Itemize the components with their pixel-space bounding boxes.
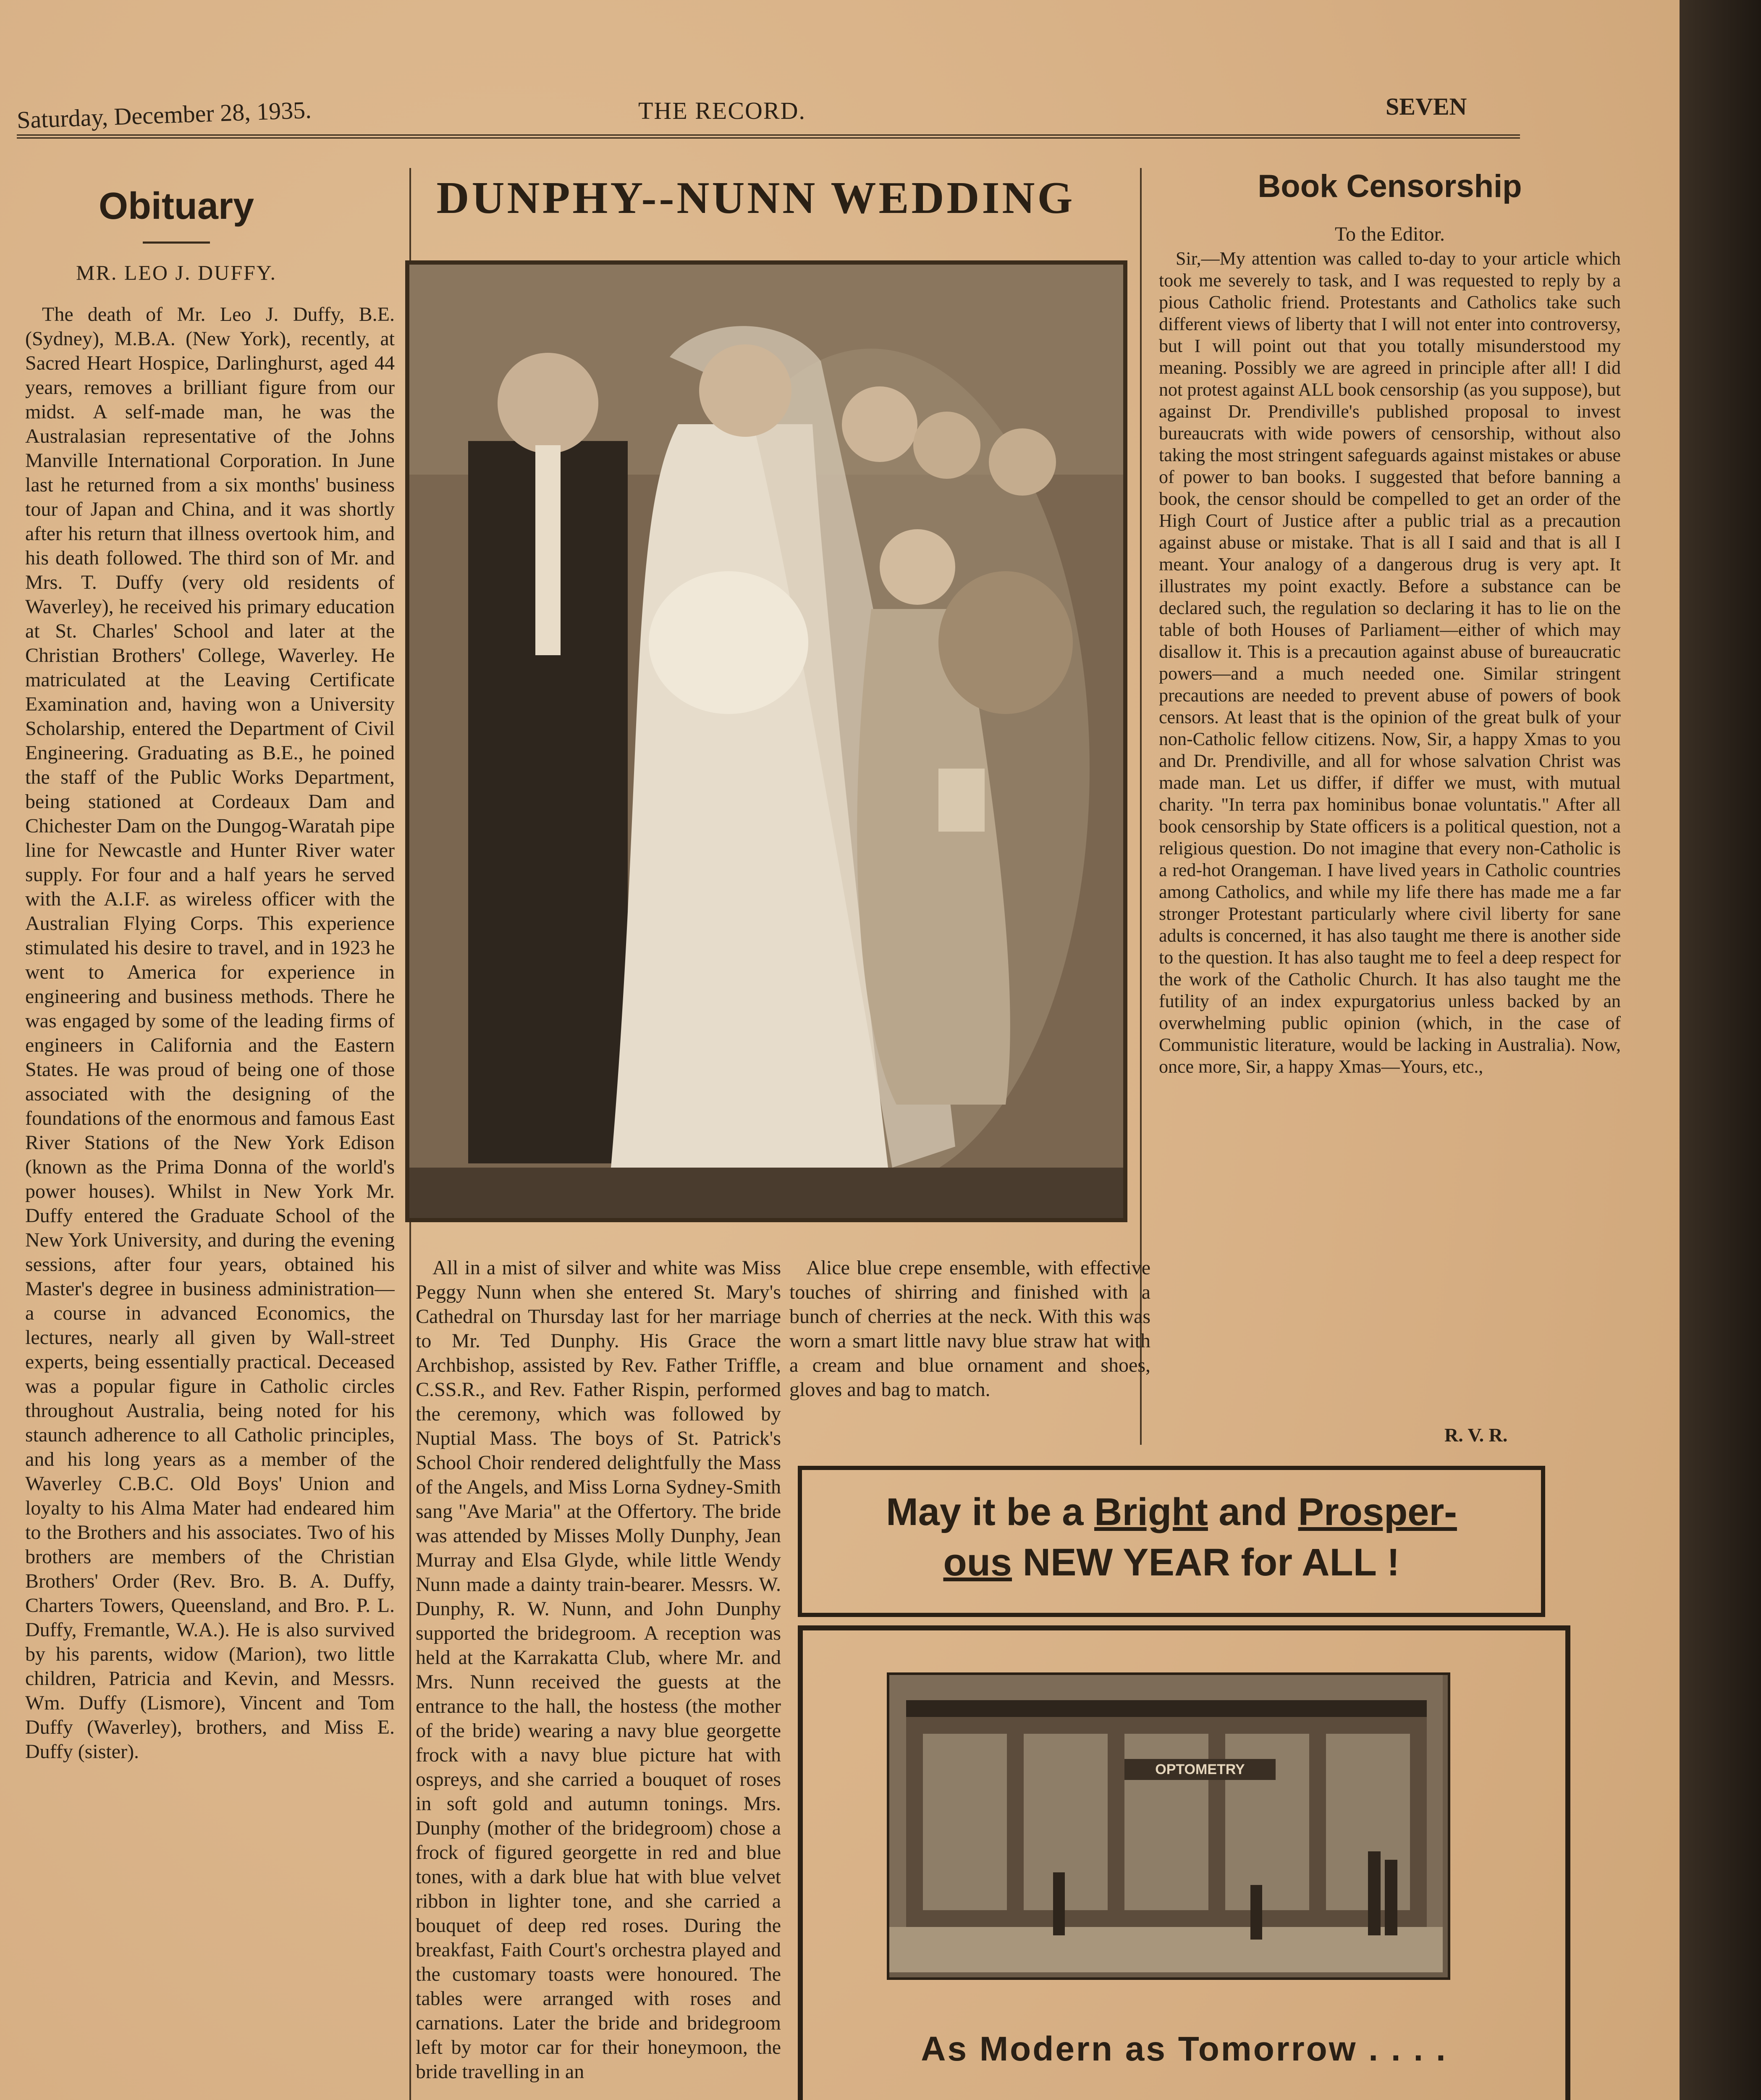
heading-rule bbox=[143, 242, 210, 244]
new-year-ad bbox=[798, 1466, 1545, 1617]
obituary-heading: Obituary bbox=[98, 185, 254, 227]
page-header bbox=[16, 88, 1512, 134]
wedding-heading: DUNPHY--NUNN WEDDING bbox=[436, 173, 1075, 223]
shopfront-illustration bbox=[887, 1672, 1450, 1980]
wedding-paragraph: All in a mist of silver and white was Miss Peggy Nunn when she entered St. Mary's Cathedral on Thursday last for her marriage to Mr. Ted Dunphy. His Grace the Archbishop, assisted by Rev. Father Triffle, C.SS.R., and Rev. Father Rispin, performed the ceremony, which was followed by Nuptial Mass. The boys of St. Patrick's School Choir rendered delightfully the Mass of the Angels, and Miss Lorna Sydney-Smith sang "Ave Maria" at the Offertory. The bride was attended by Misses Molly Dunphy, Jean Murray and Elsa Glyde, while little Wendy Nunn made a dainty train-bearer. Messrs. W. Dunphy, R. W. Nunn, and John Dunphy supported the bridegroom. A reception was held at the Karrakatta Club, where Mr. and Mrs. Nunn received the guests at the entrance to the hall, the hostess (the mother of the bride) wearing a navy blue georgette frock with a navy blue picture hat with ospreys, and she carried a bouquet of roses in soft gold and autumn tonings. Mrs. Dunphy (mother of the bridegroom) chose a frock of figured georgette in red and blue tones, with a dark blue hat with blue velvet ribbon in lighter tone, and she carried a bouquet of deep red roses. During the breakfast, Faith Court's orchestra played and the customary toasts were honoured. The tables were arranged with roses and carnations. Later the bride and bridegroom left by motor car for their honeymoon, the bride travelling in an bbox=[416, 1257, 781, 2083]
censorship-paragraph: Sir,—My attention was called to-day to your article which took me severely to task, and I was requested to reply by a pious Catholic friend. Protestants and Catholics take such different views of liberty that I will not enter into controversy, but I will point out that you totally misunderstood my meaning. Possibly we are agreed in principle after all! I did not protest against ALL book censorship (as you suppose), but against Dr. Prendiville's published proposal to invest bureaucrats with wide powers of censorship, without also taking the most stringent safeguards against mistakes or abuse of power to ban books. I suggested that before banning a book, the censor should be compelled to get an order of the High Court of Justice after a public trial as a precaution against abuse or mistake. That is all I said and that is all I meant. Your analogy of a dangerous drug is very apt. It illustrates my point exactly. Before a substance can be declared such, the regulation so declaring it has to lie on the table of both Houses of Parliament—either of which may disallow it. This is a precaution against abuse of bureaucratic powers—and a much needed one. Similar stringent precautions are needed to prevent abuse of powers of book censors. At least that is the opinion of the great bulk of your non-Catholic fellow citizens. Now, Sir, a happy Xmas to you and Dr. Prendiville, and all for whose salvation Christ was made man. Let us differ, if differ we must, with mutual charity. "In terra pax hominibus bonae voluntatis." After all book censorship by State officers is a political question, not a religious question. Do not imagine that every non-Catholic is a red-hot Orangeman. I have lived years in Catholic countries among Catholics, and while my life there has made me a far stronger Protestant particularly where civil liberty for sane adults is concerned, it has also taught me there is another side to the question. It has also taught me to feel a deep respect for the work of the Catholic Church. It has also taught me the futility of an index expurgatorius unless backed by an overwhelming public opinion (which, in the case of Communistic literature, would be lacking in Australia). Now, once more, Sir, a happy Xmas—Yours, etc., bbox=[1159, 248, 1621, 1077]
ad-text: Prosper- bbox=[1298, 1491, 1457, 1533]
wedding-photo-image bbox=[409, 265, 1123, 1218]
wedding-text-col1 bbox=[416, 1256, 781, 2100]
shop-sign: OPTOMETRY bbox=[1155, 1761, 1245, 1777]
wedding-photo bbox=[405, 260, 1127, 1222]
header-rule bbox=[17, 134, 1520, 139]
ad-text: NEW YEAR for ALL ! bbox=[1012, 1541, 1400, 1584]
wedding-paragraph: Alice blue crepe ensemble, with effective touches of shirring and finished with a bunch of cherries at the neck. With this was worn a smart little navy blue straw hat with a cream and blue ornament and shoes, gloves and bag to match. bbox=[789, 1257, 1150, 1401]
column-divider bbox=[1140, 168, 1142, 1445]
ad-text: and bbox=[1208, 1491, 1298, 1533]
paper-name: THE RECORD. bbox=[638, 97, 806, 124]
shopfront-drawing bbox=[889, 1675, 1443, 1972]
optical-ad bbox=[798, 1625, 1570, 2100]
ad-text: Bright bbox=[1094, 1491, 1208, 1533]
ad-tagline: As Modern as Tomorrow . . . . bbox=[921, 2030, 1447, 2068]
censorship-salutation: To the Editor. bbox=[1335, 223, 1445, 245]
censorship-signature: R. V. R. bbox=[1444, 1424, 1508, 1446]
ad-text: ous bbox=[943, 1541, 1012, 1584]
censorship-heading: Book Censorship bbox=[1258, 168, 1522, 204]
book-binding-edge bbox=[1680, 0, 1761, 2100]
page-number: SEVEN bbox=[1386, 93, 1467, 120]
ad-text: May it be a bbox=[886, 1491, 1095, 1533]
issue-date: Saturday, December 28, 1935. bbox=[16, 96, 312, 134]
censorship-text bbox=[1159, 248, 1621, 1420]
wedding-text-col2 bbox=[789, 1256, 1150, 1445]
obituary-text bbox=[25, 302, 395, 2100]
obituary-paragraph: The death of Mr. Leo J. Duffy, B.E. (Sydney), M.B.A. (New York), recently, at Sacred Heart Hospice, Darlinghurst, aged 44 years, removes a brilliant figure from our midst. A self-made man, he was the Australasian representative of the Johns Manville International Corporation. In June last he returned from a six months' business tour of Japan and China, and it was shortly after his return that illness overtook him, and his death followed. The third son of Mr. and Mrs. T. Duffy (very old residents of Waverley), he received his primary education at St. Charles' School and later at the Christian Brothers' College, Waverley. He matriculated at the Leaving Certificate Examination and, having won a University Scholarship, entered the Department of Civil Engineering. Graduating as B.E., he poined the staff of the Public Works Department, being stationed at Cordeaux Dam and Chichester Dam on the Dungog-Waratah pipe line for Newcastle and Hunter River water supply. For four and a half years he served with the A.I.F. as wireless officer with the Australian Flying Corps. This experience stimulated his desire to travel, and in 1923 he went to America for experience in engineering and business methods. There he was engaged by some of the leading firms of engineers in California and the Eastern States. He was proud of being one of those associated with the designing of the foundations of the enormous and famous East River Stations of the New York Edison (known as the Prima Donna of the world's power houses). Whilst in New York Mr. Duffy entered the Graduate School of the New York University, and during the evening sessions, after four years, obtained his Master's degree in business administration—a course in advanced Economics, the lectures, nearly all given by Wall-street experts, being essentially practical. Deceased was a popular figure in Catholic circles throughout Australia, being noted for his staunch adherence to all Catholic principles, and his long years as a member of the Waverley C.B.C. Old Boys' Union and loyalty to his Alma Mater had endeared him to the Brothers and his associates. Two of his brothers are members of the Christian Brothers' Order (Rev. Bro. B. A. Duffy, Charters Towers, Queensland, and Bro. P. L. Duffy, Fremantle, W.A.). He is also survived by his parents, widow (Marion), two little children, Patricia and Kevin, and Messrs. Wm. Duffy (Lismore), Vincent and Tom Duffy (Waverley), brothers, and Miss E. Duffy (sister). bbox=[25, 303, 395, 1763]
obituary-subheading: MR. LEO J. DUFFY. bbox=[76, 261, 277, 284]
